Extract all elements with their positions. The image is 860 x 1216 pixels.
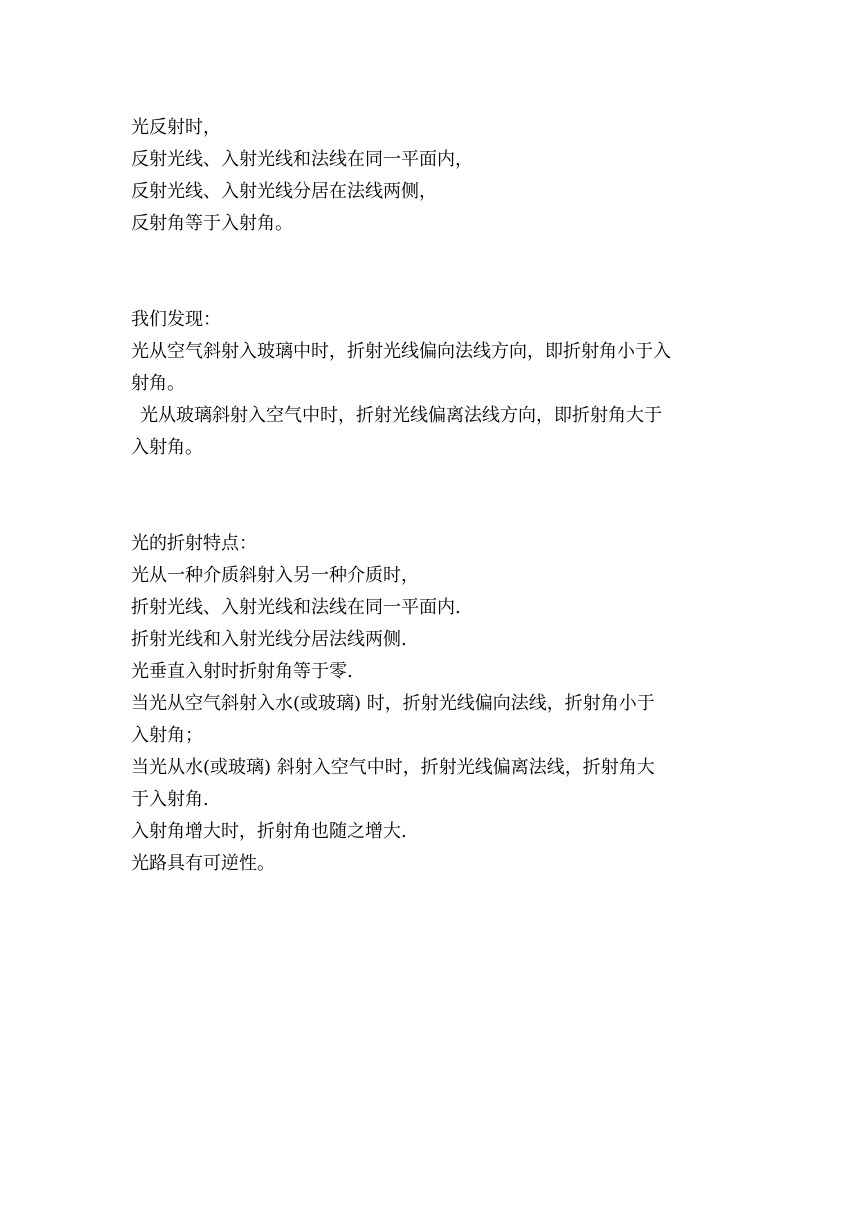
paragraph-gap xyxy=(131,240,731,304)
refraction-line-5: 当光从空气斜射入水(或玻璃) 时，折射光线偏向法线，折射角小于 xyxy=(131,693,655,714)
refraction-line-1: 光从一种介质斜射入另一种介质时， xyxy=(131,565,419,586)
refraction-line-10: 光路具有可逆性。 xyxy=(131,853,275,874)
refraction-line-4: 光垂直入射时折射角等于零. xyxy=(131,661,353,682)
reflection-line-1: 光反射时， xyxy=(131,117,221,138)
findings-line-2: 射角。 xyxy=(131,373,185,394)
document-body xyxy=(131,112,731,880)
findings-line-3: 光从玻璃斜射入空气中时，折射光线偏离法线方向，即折射角大于 xyxy=(140,405,662,426)
reflection-line-3: 反射光线、入射光线分居在法线两侧， xyxy=(131,181,437,202)
refraction-line-6: 入射角； xyxy=(131,725,203,746)
findings-line-4: 入射角。 xyxy=(131,437,203,458)
reflection-line-4: 反射角等于入射角。 xyxy=(131,213,293,234)
refraction-line-9: 入射角增大时，折射角也随之增大. xyxy=(131,821,407,842)
refraction-line-3: 折射光线和入射光线分居法线两侧. xyxy=(131,629,407,650)
refraction-line-8: 于入射角. xyxy=(131,789,209,810)
paragraph-gap xyxy=(131,464,731,528)
refraction-line-2: 折射光线、入射光线和法线在同一平面内. xyxy=(131,597,461,618)
findings-heading: 我们发现： xyxy=(131,309,221,330)
reflection-line-2: 反射光线、入射光线和法线在同一平面内， xyxy=(131,149,473,170)
findings-line-1: 光从空气斜射入玻璃中时，折射光线偏向法线方向，即折射角小于入 xyxy=(131,341,671,362)
refraction-heading: 光的折射特点： xyxy=(131,533,257,554)
refraction-line-7: 当光从水(或玻璃) 斜射入空气中时，折射光线偏离法线，折射角大 xyxy=(131,757,655,778)
